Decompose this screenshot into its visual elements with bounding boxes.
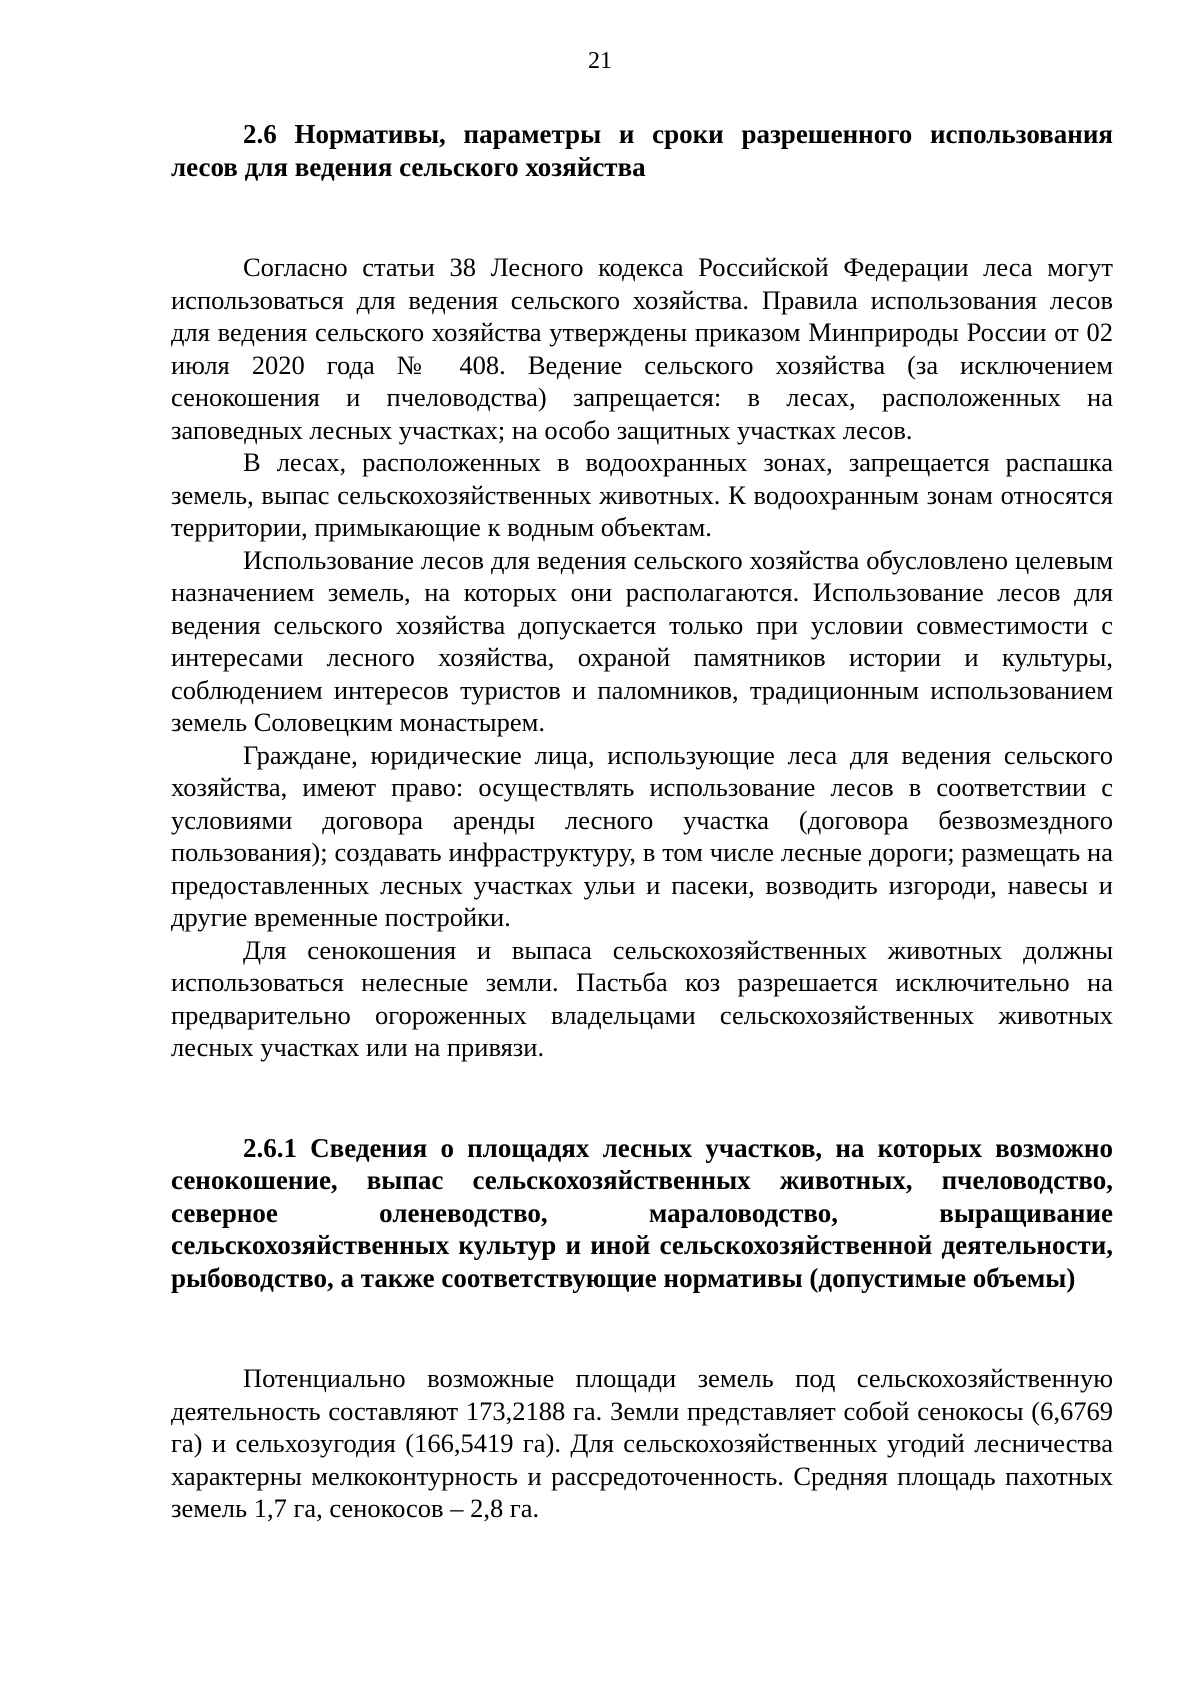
section-heading-2-6-1: 2.6.1 Сведения о площадях лесных участков, на которых возможно сенокошение, выпас сельскохозяйственных животных, пчеловодство, северное оленеводство, мараловодство, выращивание сельскохозяйственных культур и иной сельскохозяйственной деятельности, рыбоводство, а также соответствующие нормативы (допустимые объемы): [171, 1132, 1113, 1293]
paragraph: Потенциально возможные площади земель под сельскохозяйственную деятельность составляют 173,2188 га. Земли представляет собой сенокосы (6,6769 га) и сельхозугодия (166,5419 га). Для сельскохозяйственных угодий лесничества характерны мелкоконтурность и рассредоточенность. Средняя площадь пахотных земель 1,7 га, сенокосов – 2,8 га.: [171, 1363, 1113, 1523]
paragraph: В лесах, расположенных в водоохранных зонах, запрещается распашка земель, выпас сельскохозяйственных животных. К водоохранным зонам относятся территории, примыкающие к водным объектам.: [171, 447, 1113, 542]
paragraph: Для сенокошения и выпаса сельскохозяйственных животных должны использоваться нелесные земли. Пастьба коз разрешается исключительно на предварительно огороженных владельцами сельскохозяйственных животных лесных участках или на привязи.: [171, 934, 1113, 1062]
page-number: 21: [588, 48, 612, 74]
paragraph: Граждане, юридические лица, использующие леса для ведения сельского хозяйства, имеют право: осуществлять использование лесов в соответствии с условиями договора аренды лесного участка (договора безвозмездного пользования); создавать инфраструктуру, в том числе лесные дороги; размещать на предоставленных лесных участках ульи и пасеки, возводить изгороди, навесы и другие временные постройки.: [171, 739, 1113, 932]
page-content: [171, 118, 1113, 1525]
paragraph: Согласно статьи 38 Лесного кодекса Российской Федерации леса могут использоваться для ведения сельского хозяйства. Правила использования лесов для ведения сельского хозяйства утверждены приказом Минприроды России от 02 июля 2020 года № 408. Ведение сельского хозяйства (за исключением сенокошения и пчеловодства) запрещается: в лесах, расположенных на заповедных лесных участках; на особо защитных участках лесов.: [171, 252, 1113, 445]
section-heading-2-6: 2.6 Нормативы, параметры и сроки разрешенного использования лесов для ведения сельского хозяйства: [171, 119, 1113, 182]
paragraph: Использование лесов для ведения сельского хозяйства обусловлено целевым назначением земель, на которых они располагаются. Использование лесов для ведения сельского хозяйства допускается только при условии совместимости с интересами лесного хозяйства, охраной памятников истории и культуры, соблюдением интересов туристов и паломников, традиционным использованием земель Соловецким монастырем.: [171, 544, 1113, 737]
